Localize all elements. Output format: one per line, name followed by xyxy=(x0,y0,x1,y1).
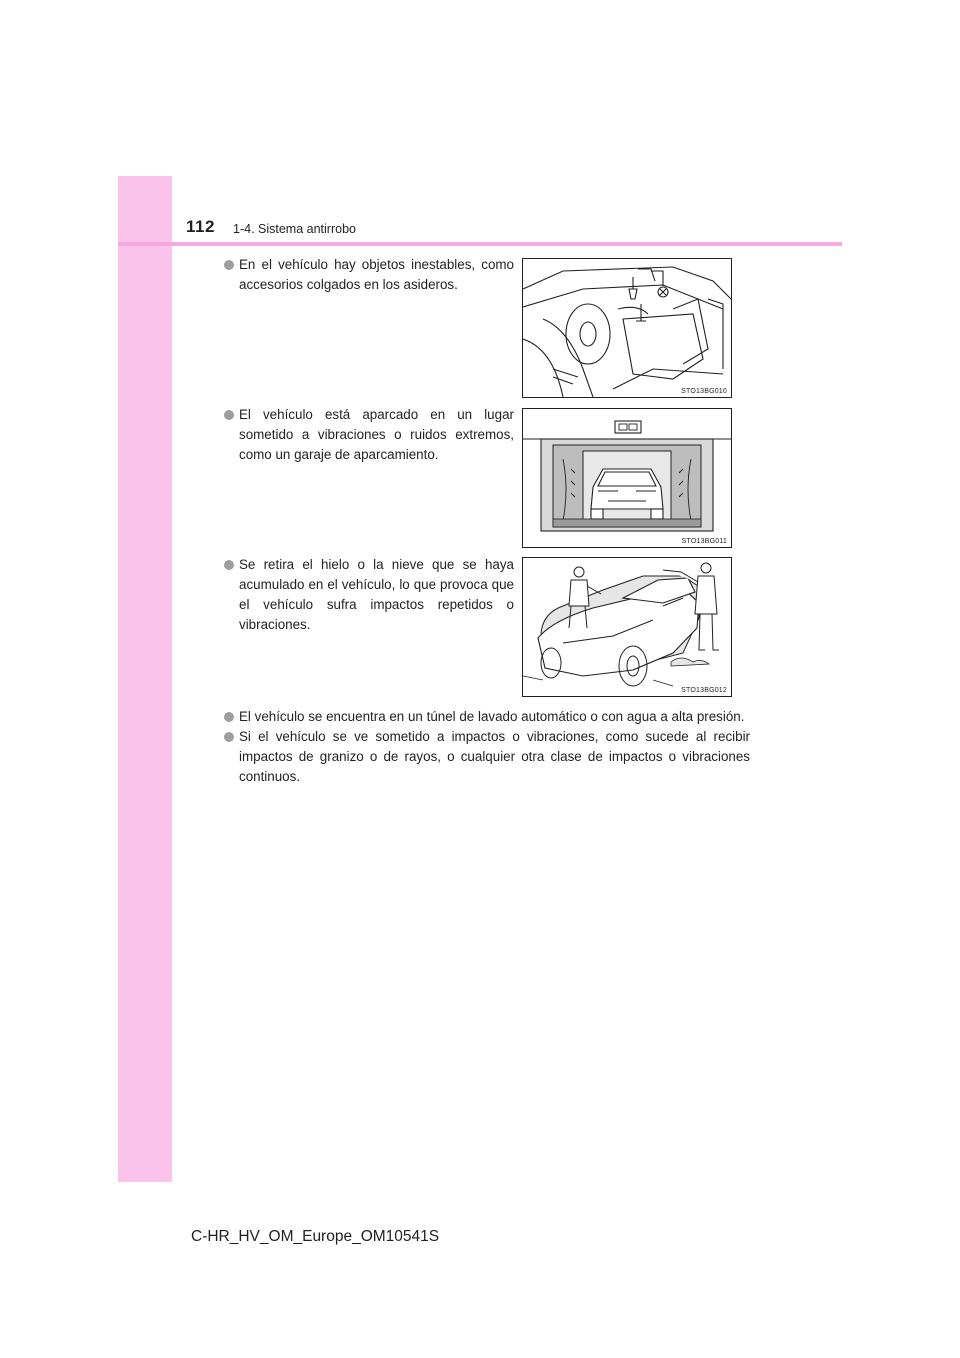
figure-car-wash xyxy=(522,408,732,548)
footer-doc-code: C-HR_HV_OM_Europe_OM10541S xyxy=(191,1228,440,1245)
bullet-dot-icon xyxy=(224,732,234,742)
section-title: 1-4. Sistema antirrobo xyxy=(233,222,356,236)
bullet-text: Si el vehículo se ve sometido a impactos o vibraciones, como sucede al recibir impactos de granizo o de rayos, o cualquier otra clase de impactos o vibraciones continuos. xyxy=(239,729,750,784)
header-rule xyxy=(118,242,842,246)
car-wash-illustration xyxy=(523,409,731,547)
figure-code: STO13BG011 xyxy=(681,538,727,545)
car-interior-illustration xyxy=(523,259,731,397)
figure-car-interior xyxy=(522,258,732,398)
bullet-dot-icon xyxy=(224,410,234,420)
figure-snow-removal xyxy=(522,557,732,697)
page-number: 112 xyxy=(186,217,215,236)
figure-code: STO13BG010 xyxy=(681,388,727,395)
bullet-dot-icon xyxy=(224,560,234,570)
bullet-text: Se retira el hielo o la nieve que se haya acumulado en el vehículo, lo que provoca que el vehículo sufra impactos repetidos o vibraciones. xyxy=(239,557,514,632)
bullet-text: El vehículo se encuentra en un túnel de lavado automático o con agua a alta presión. xyxy=(239,709,745,724)
bullet-item xyxy=(224,405,514,465)
snow-removal-illustration xyxy=(523,558,731,696)
bullet-item xyxy=(224,727,750,787)
bullet-text: El vehículo está aparcado en un lugar sometido a vibraciones o ruidos extremos, como un garaje de aparcamiento. xyxy=(239,407,514,462)
figure-code: STO13BG012 xyxy=(681,687,727,694)
bullet-item xyxy=(224,555,514,635)
side-band xyxy=(118,176,172,1182)
bullet-text: En el vehículo hay objetos inestables, como accesorios colgados en los asideros. xyxy=(239,257,514,292)
bullet-item xyxy=(224,707,750,727)
bullet-dot-icon xyxy=(224,712,234,722)
bullet-item xyxy=(224,255,514,295)
bullet-dot-icon xyxy=(224,260,234,270)
